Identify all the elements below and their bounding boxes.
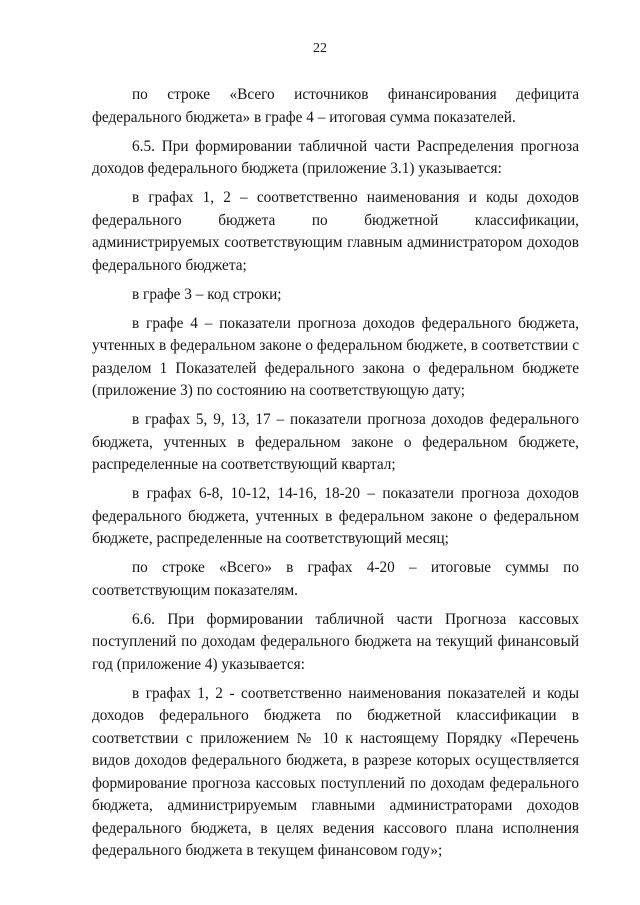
paragraph-total-row: по строке «Всего» в графах 4-20 – итоговые суммы по соответствующим показателям. bbox=[92, 559, 579, 599]
paragraph-columns-1-2: в графах 1, 2 – соответственно наименования и коды доходов федерального бюджета по бюджетной классификации, администрируемых соответствующим главным администратором доходов федерального бюджета; bbox=[92, 189, 579, 274]
paragraph-column-4: в графе 4 – показатели прогноза доходов федерального бюджета, учтенных в федеральном законе о федеральном бюджете, в соответствии с разделом 1 Показателей федерального закона о федеральном бюджете (приложение 3) по состоянию на соответствующую дату; bbox=[92, 314, 579, 399]
paragraph-6-6-heading: 6.6. При формировании табличной части Прогноза кассовых поступлений по доходам федерального бюджета на текущий финансовый год (приложение 4) указывается: bbox=[92, 610, 579, 673]
paragraph-quarter-columns: в графах 5, 9, 13, 17 – показатели прогноза доходов федерального бюджета, учтенных в федеральном законе о федеральном бюджете, распределенные на соответствующий квартал; bbox=[92, 411, 579, 473]
document-body bbox=[92, 84, 579, 869]
paragraph-month-columns: в графах 6-8, 10-12, 14-16, 18-20 – показатели прогноза доходов федерального бюджета, учтенных в федеральном законе о федеральном бюджете, распределенные на соответствующий месяц; bbox=[92, 485, 579, 547]
page-number: 22 bbox=[313, 41, 327, 56]
paragraph-6-6-columns-1-2: в графах 1, 2 - соответственно наименования показателей и коды доходов федерального бюджета по бюджетной классификации в соответствии с приложением № 10 к настоящему Порядку «Перечень видов доходов федерального бюджета, в разрезе которых осуществляется формирование прогноза кассовых поступлений по доходам федерального бюджета, администрируемым главными администраторами доходов федерального бюджета, в целях ведения кассового плана исполнения федерального бюджета в текущем финансовом году»; bbox=[92, 684, 579, 859]
paragraph-column-3: в графе 3 – код строки; bbox=[132, 285, 282, 303]
paragraph-total-sources-line: по строке «Всего источников финансирования дефицита федерального бюджета» в графе 4 – итоговая сумма показателей. bbox=[92, 86, 579, 126]
paragraph-6-5-heading: 6.5. При формировании табличной части Распределения прогноза доходов федерального бюджета (приложение 3.1) указывается: bbox=[92, 137, 579, 177]
